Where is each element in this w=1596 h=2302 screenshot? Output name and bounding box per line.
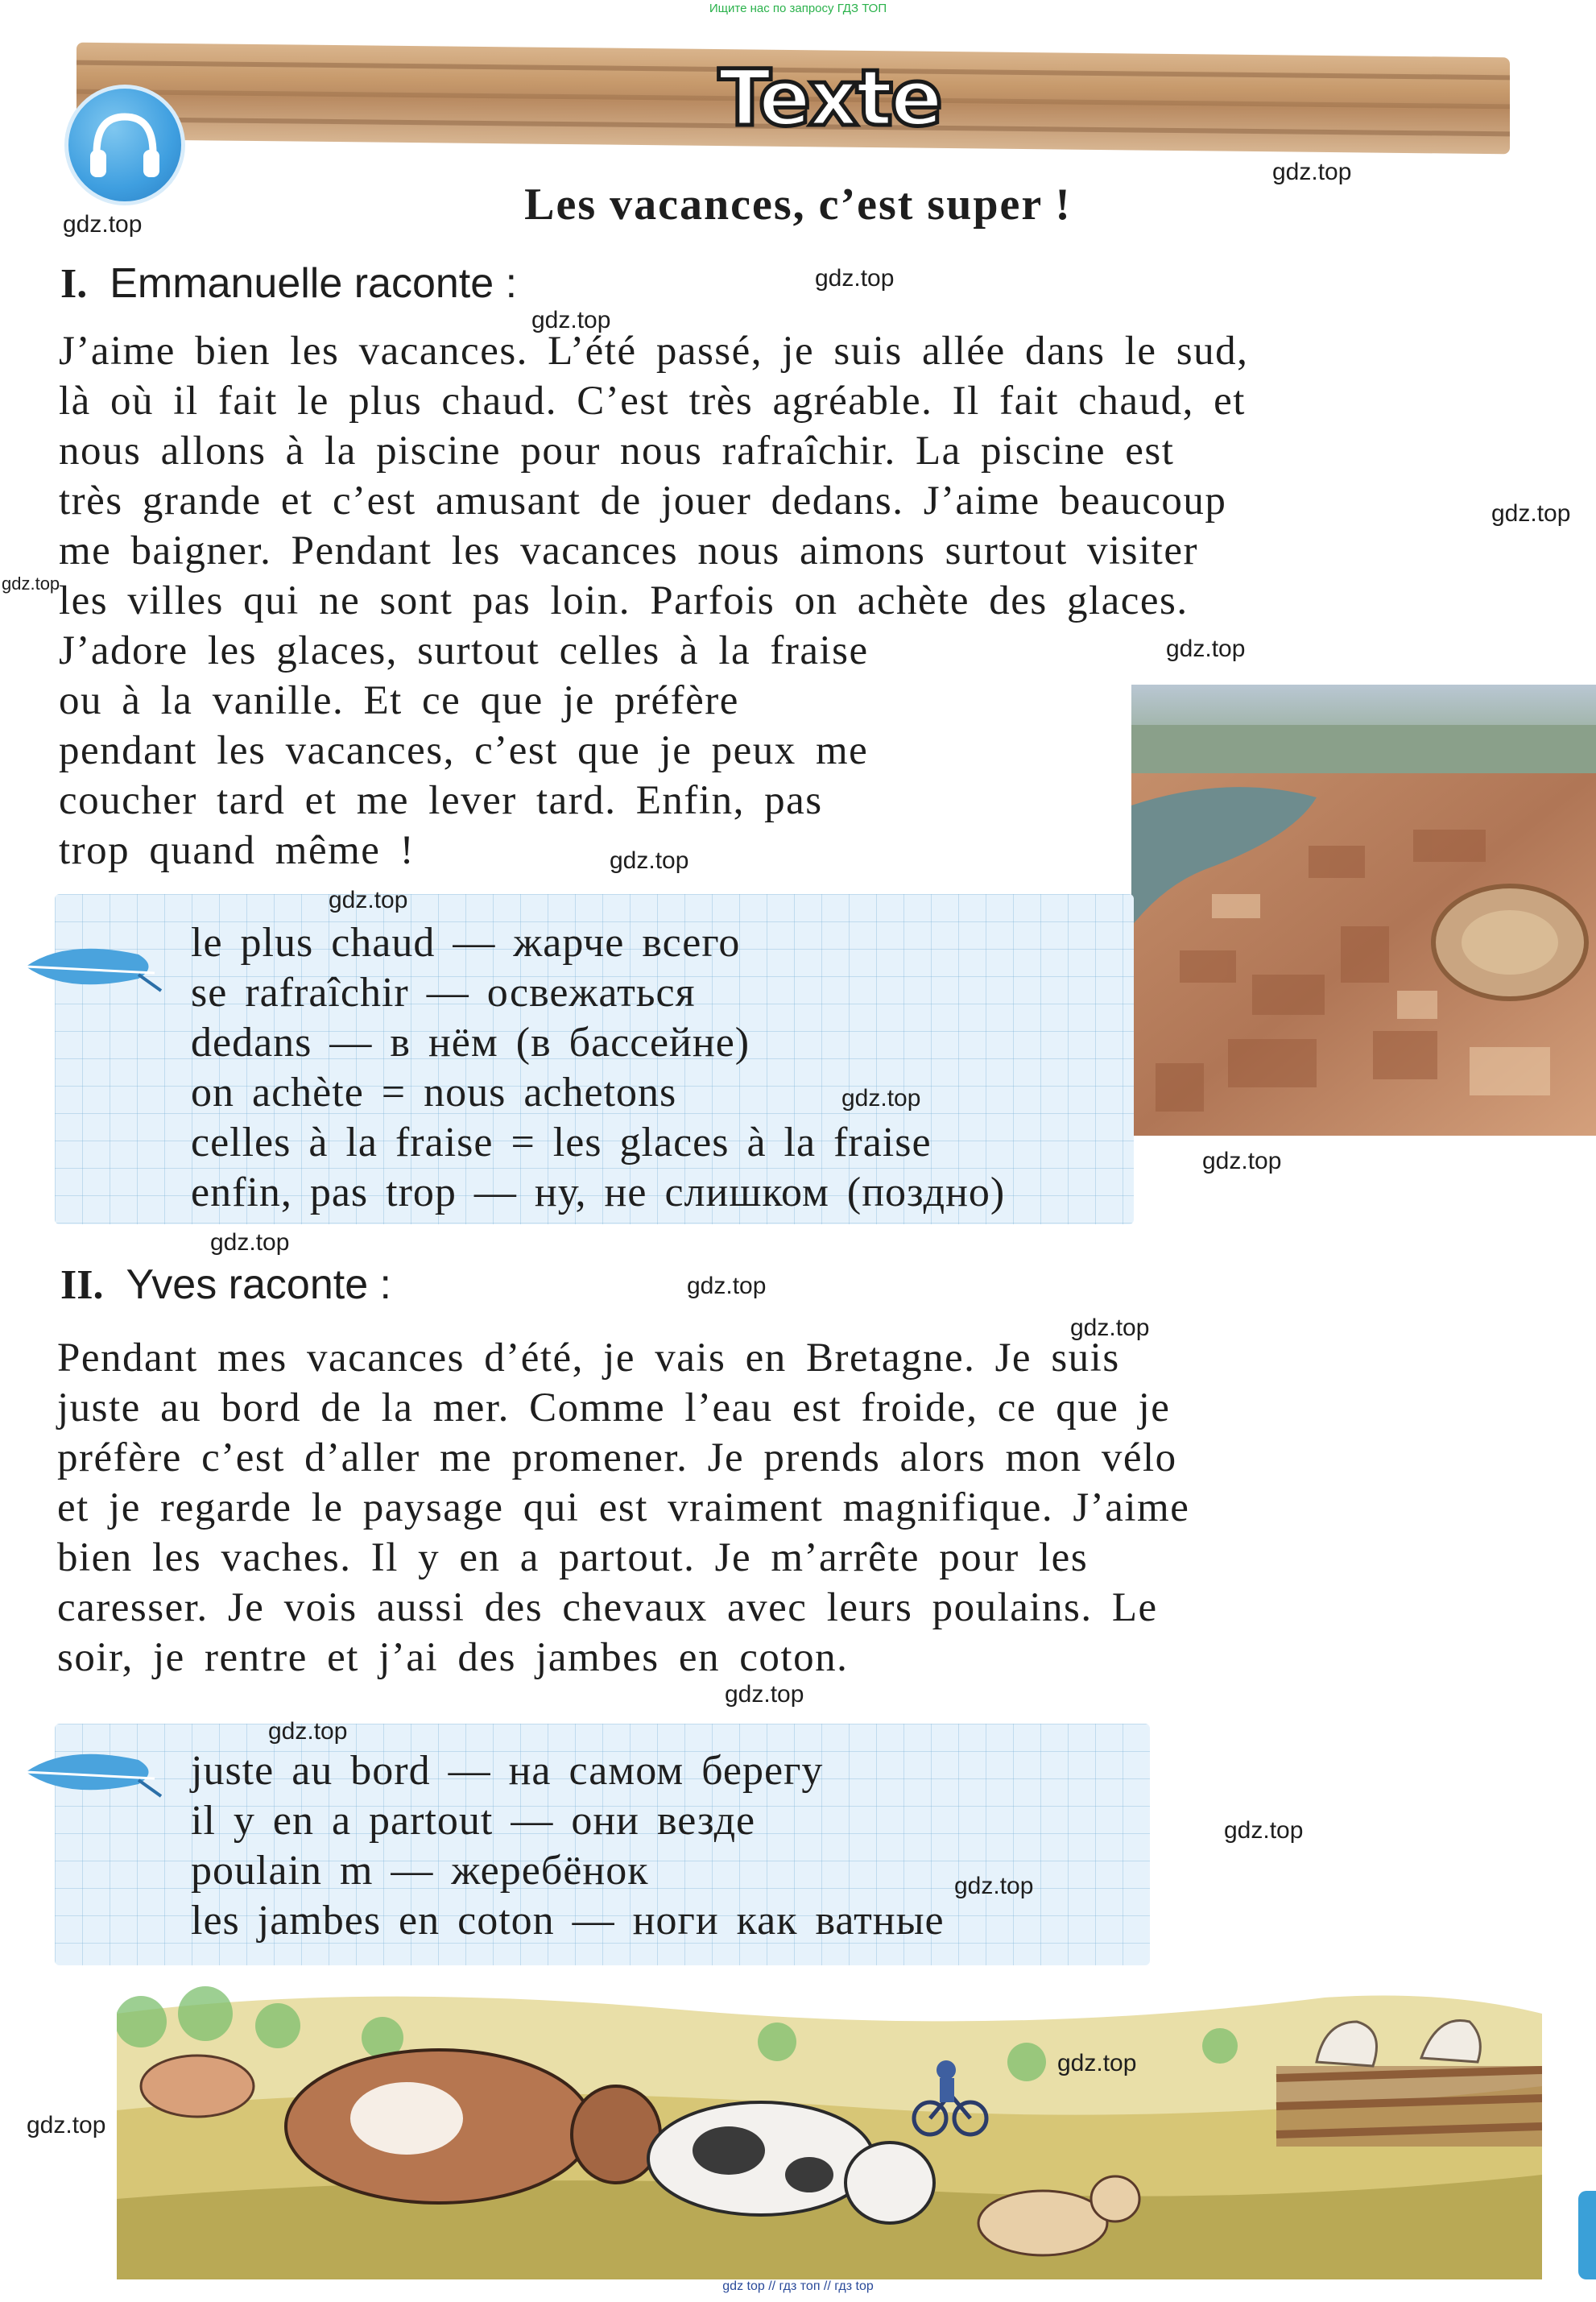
watermark: gdz.top [1070,1315,1150,1341]
vocab-item: poulain m — жеребёнок [191,1848,649,1894]
watermark: gdz.top [610,847,689,874]
text-line: nous allons à la piscine pour nous rafraîchir. La piscine est [59,429,1175,474]
page-title: Les vacances, c’est super ! [524,180,1072,230]
aerial-city-photo [1131,685,1596,1136]
text-line: trop quand même ! [59,828,416,873]
vocab-list-2 [191,1746,945,1946]
watermark: gdz.top [531,307,611,333]
watermark: gdz.top [725,1681,804,1708]
footer-note: gdz top // гдз топ // гдз top [722,2279,874,2293]
watermark: gdz.top [1166,636,1246,662]
feather-icon [18,934,163,999]
texte-badge: Texte [718,53,941,143]
text-line: coucher tard et me lever tard. Enfin, pas [59,778,823,823]
watermark: gdz.top [27,2112,106,2138]
top-search-note: Ищите нас по запросу ГДЗ ТОП [709,2,887,15]
vocab-item: juste au bord — на самом берегу [191,1748,824,1794]
vocab-item: dedans — в нём (в бассейне) [191,1020,750,1066]
watermark: gdz.top [1224,1817,1304,1844]
text-line: préfère c’est d’aller me promener. Je prends alors mon vélo [57,1435,1177,1480]
watermark: gdz.top [329,887,408,913]
section-1-number: I. [60,261,88,307]
text-line: J’adore les glaces, surtout celles à la fraise [59,628,869,673]
watermark: gdz.top [954,1873,1034,1899]
section-2-title: Yves raconte : [126,1261,392,1308]
vocab-item: enfin, pas trop — ну, не слишком (поздно) [191,1170,1006,1215]
text-line: très grande et c’est amusant de jouer dedans. J’aime beaucoup [59,478,1227,524]
text-line: bien les vaches. Il y en a partout. Je m’arrête pour les [57,1535,1089,1580]
vocab-list-1 [191,918,1005,1218]
text-line: les villes qui ne sont pas loin. Parfois on achète des glaces. [59,578,1189,623]
countryside-illustration [117,1965,1542,2279]
watermark: gdz.top [1491,500,1571,527]
text-line: caresser. Je vois aussi des chevaux avec leurs poulains. Le [57,1585,1158,1630]
page-edge-tab [1578,2191,1596,2279]
text-line: juste au bord de la mer. Comme l’eau est froide, ce que je [57,1385,1171,1430]
text-line: soir, je rentre et j’ai des jambes en coton. [57,1635,849,1680]
watermark: gdz.top [1057,2050,1137,2076]
text-line: et je regarde le paysage qui est vraiment magnifique. J’aime [57,1485,1190,1530]
vocab-item: il y en a partout — они везде [191,1798,756,1844]
watermark: gdz.top [841,1085,921,1112]
section-2-number: II. [60,1262,104,1308]
section-1-text [59,326,1248,876]
watermark: gdz.top [63,211,143,238]
section-1-heading [60,259,517,308]
text-line: ou à la vanille. Et ce que je préfère [59,678,739,723]
vocab-item: les jambes en coton — ноги как ватные [191,1898,945,1944]
watermark: gdz.top [1202,1148,1282,1174]
watermark: gdz.top [210,1229,290,1256]
section-1-title: Emmanuelle raconte : [110,260,518,307]
section-2-text [57,1333,1189,1683]
text-line: Pendant mes vacances d’été, je vais en Bretagne. Je suis [57,1335,1120,1381]
vocab-item: celles à la fraise = les glaces à la fraise [191,1120,932,1165]
vocab-item: le plus chaud — жарче всего [191,920,741,966]
feather-icon [18,1740,163,1804]
watermark: gdz.top [268,1718,348,1745]
text-line: là où il fait le plus chaud. C’est très agréable. Il fait chaud, et [59,379,1246,424]
text-line: J’aime bien les vacances. L’été passé, je suis allée dans le sud, [59,329,1249,374]
vocab-item: se rafraîchir — освежаться [191,970,696,1016]
section-2-heading [60,1261,391,1309]
watermark: gdz.top [687,1273,767,1299]
text-line: pendant les vacances, c’est que je peux me [59,728,869,773]
watermark: gdz.top [815,265,895,292]
watermark: gdz.top [1272,159,1352,185]
watermark: gdz.top [2,573,60,594]
text-line: me baigner. Pendant les vacances nous aimons surtout visiter [59,528,1198,573]
vocab-item: on achète = nous achetons [191,1070,677,1116]
